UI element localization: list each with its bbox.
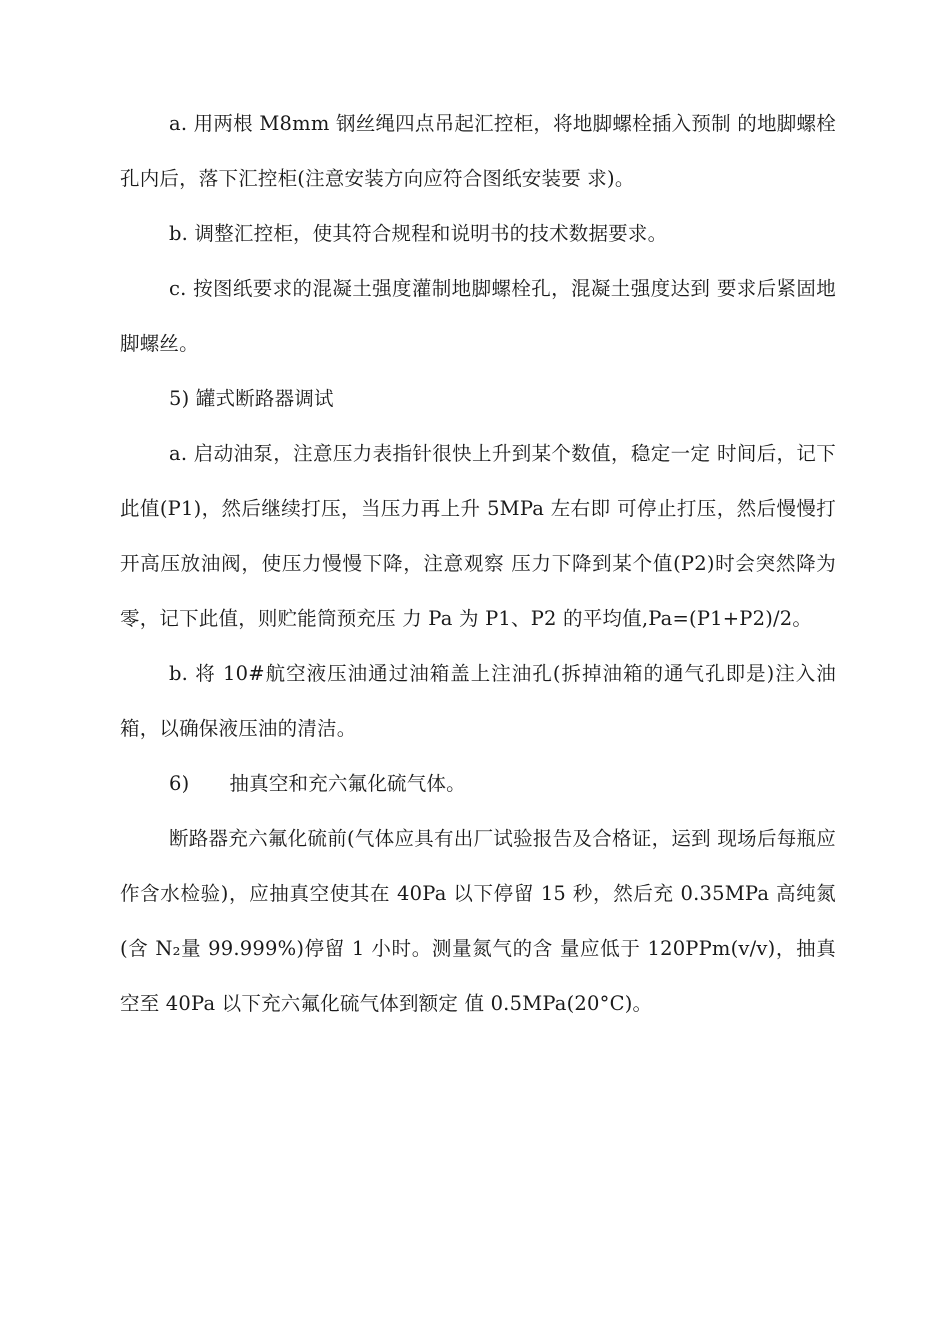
paragraph-c-concrete: c. 按图纸要求的混凝土强度灌制地脚螺栓孔，混凝土强度达到 要求后紧固地脚螺丝。 (120, 277, 836, 355)
paragraph-b-hydraulic-oil: b. 将 10#航空液压油通过油箱盖上注油孔(拆掉油箱的通气孔即是)注入油箱，以确保液压油的清洁。 (120, 662, 836, 740)
section-heading-6 (120, 756, 836, 811)
paragraph-b-adjust: b. 调整汇控柜，使其符合规程和说明书的技术数据要求。 (169, 222, 668, 245)
section-6-number: 6) (169, 772, 190, 795)
section-6-title: 抽真空和充六氟化硫气体。 (229, 772, 466, 795)
paragraph-a-install: a. 用两根 M8mm 钢丝绳四点吊起汇控柜，将地脚螺栓插入预制 的地脚螺栓孔内后，落下汇控柜(注意安装方向应符合图纸安装要 求)。 (120, 112, 836, 190)
paragraph-sf6-filling: 断路器充六氟化硫前(气体应具有出厂试验报告及合格证，运到 现场后每瓶应作含水检验)，应抽真空使其在 40Pa 以下停留 15 秒，然后充 0.35MPa 高纯氮(含 N₂量 99.999%)停留 1 小时。测量氮气的含 量应低于 120PPm(v/v)，抽真空至 40Pa 以下充六氟化硫气体到额定 值 0.5MPa(20°C)。 (120, 827, 836, 1015)
paragraph-a-oil-pump: a. 启动油泵，注意压力表指针很快上升到某个数值，稳定一定 时间后，记下此值(P1)，然后继续打压，当压力再上升 5MPa 左右即 可停止打压，然后慢慢打开高压放油阀，使压力慢慢下降，注意观察 压力下降到某个值(P2)时会突然降为零，记下此值，则贮能筒预充压 力 Pa 为 P1、P2 的平均值,Pa=(P1+P2)/2。 (120, 442, 836, 630)
document-page (120, 96, 836, 1031)
section-heading-5: 5) 罐式断路器调试 (169, 387, 334, 410)
